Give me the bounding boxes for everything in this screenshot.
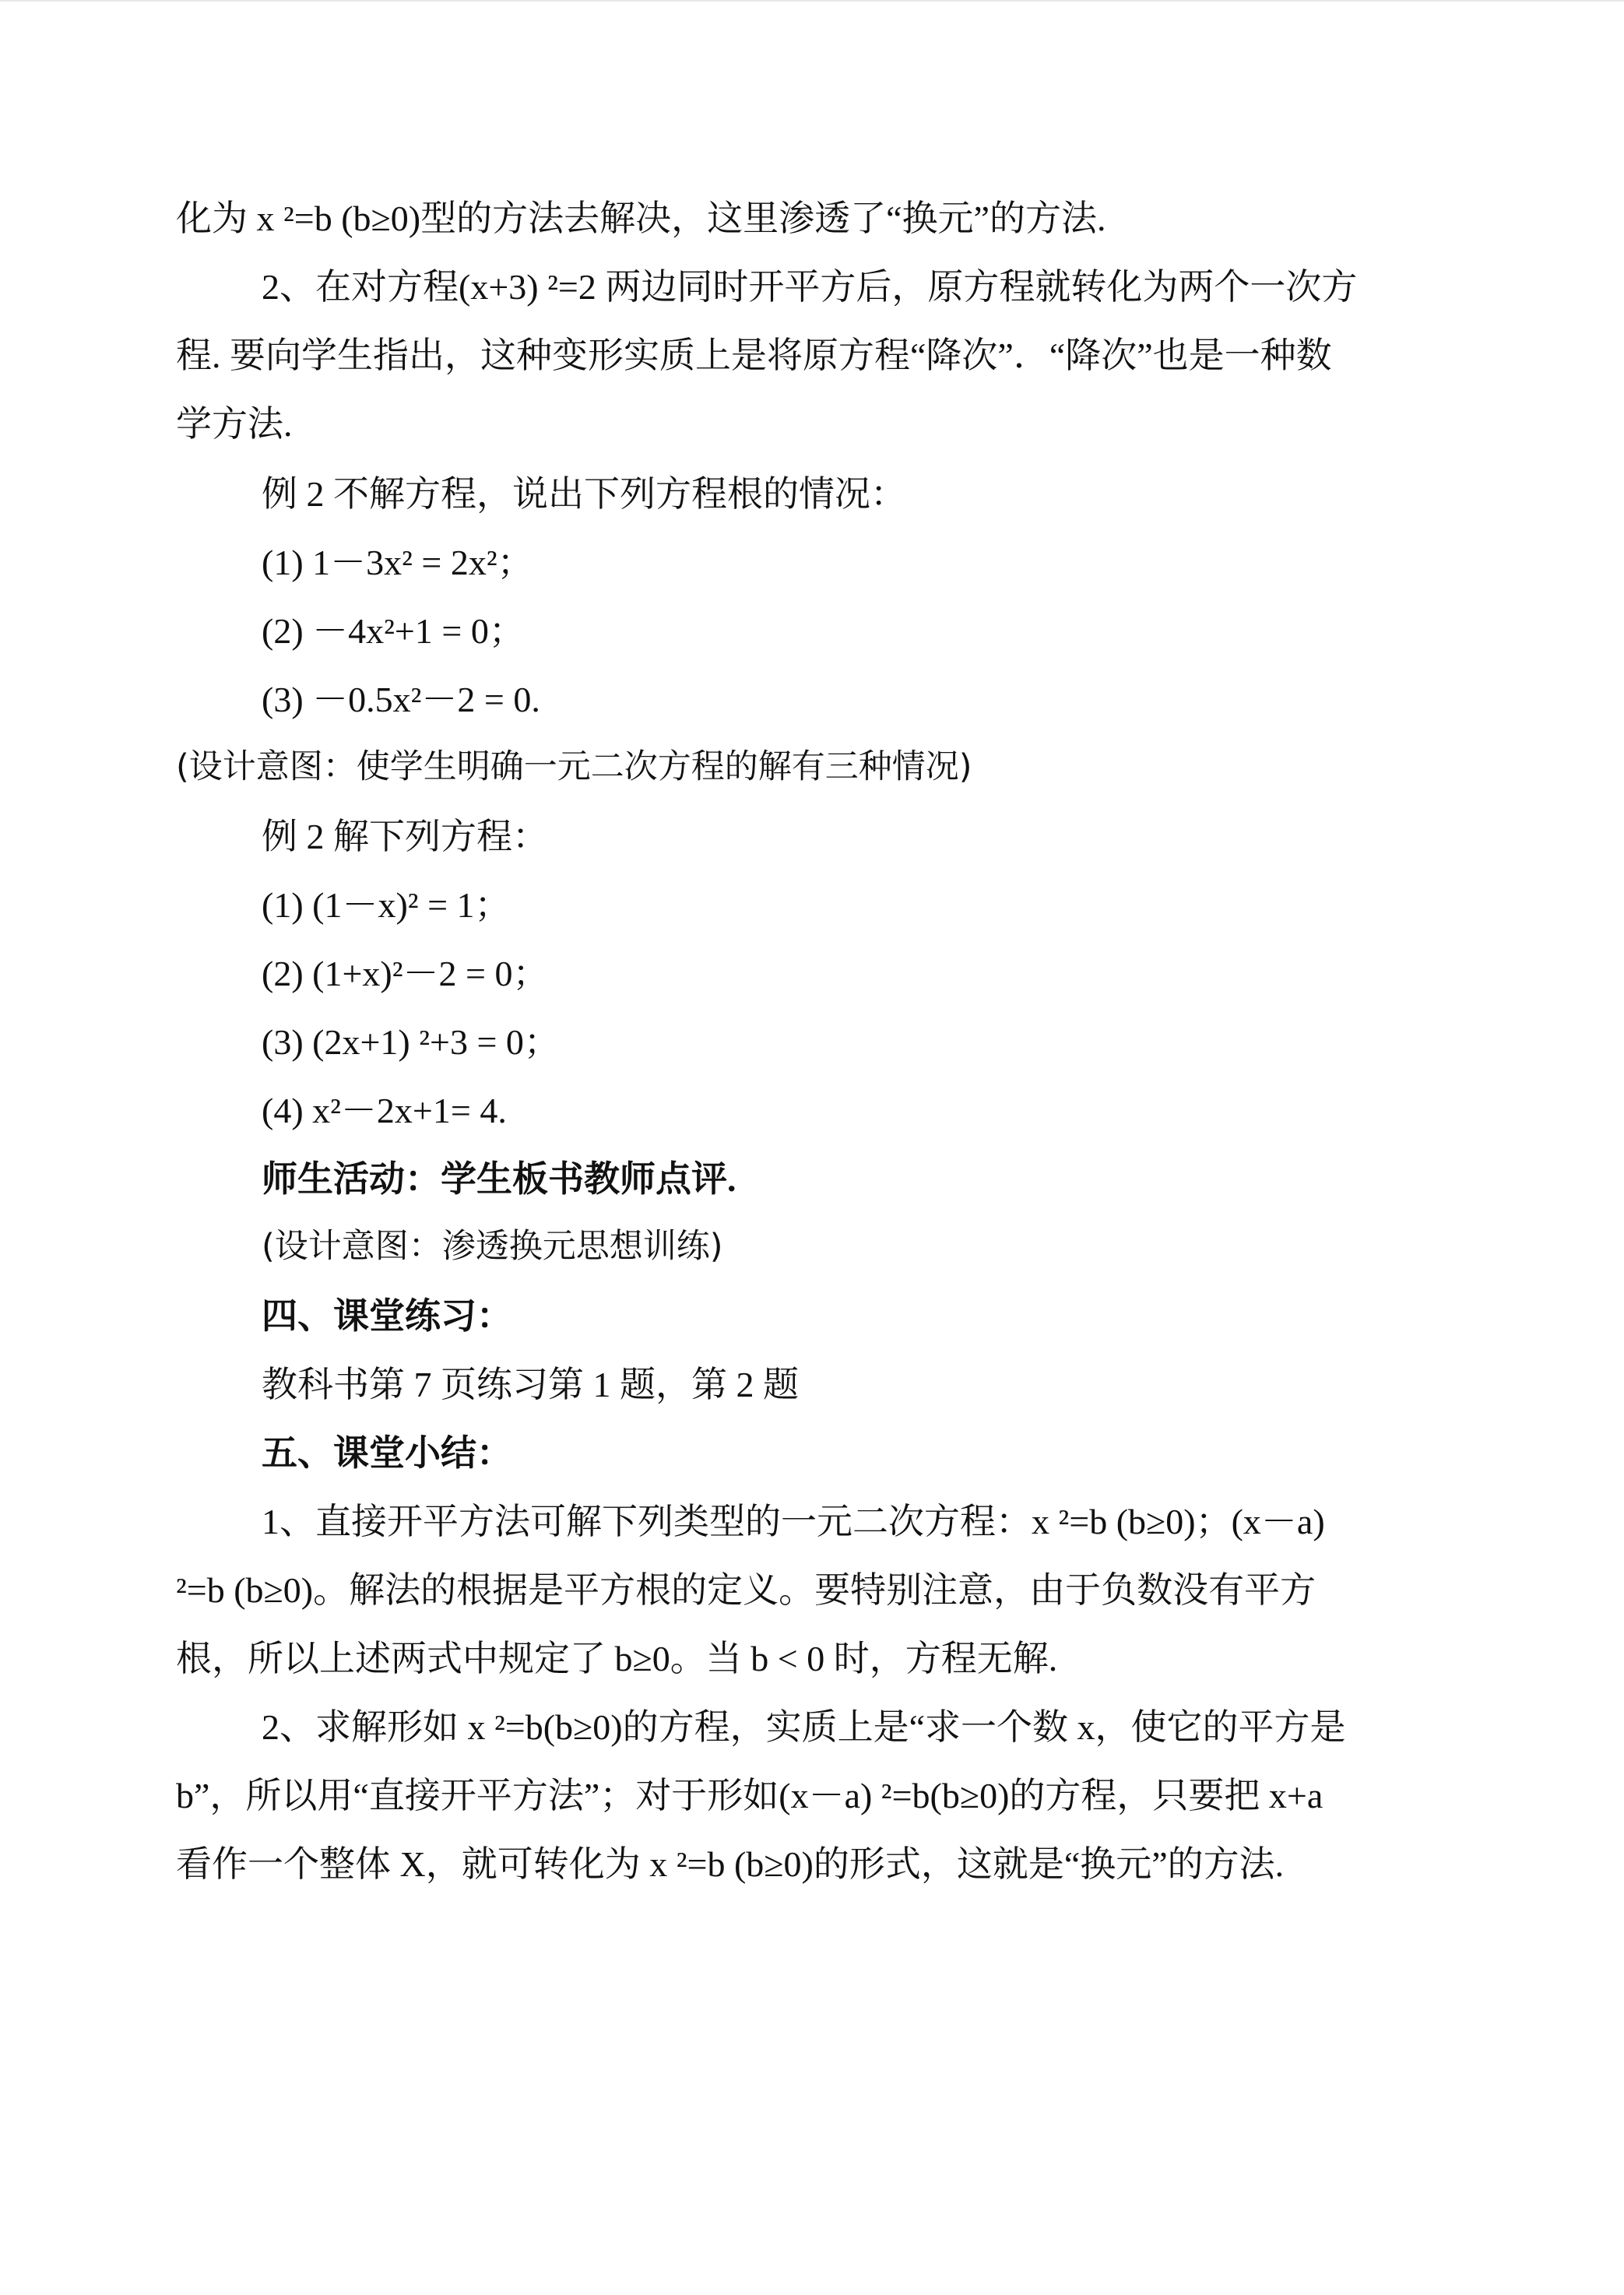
text-line: 2、在对方程(x+3) ²=2 两边同时开平方后，原方程就转化为两个一次方: [262, 267, 1358, 307]
example-heading: 例 2 解下列方程：: [262, 817, 548, 856]
text-line: ²=b (b≥0)。解法的根据是平方根的定义。要特别注意，由于负数没有平方: [176, 1570, 1316, 1610]
equation-item: (4) x²－2x+1= 4.: [262, 1091, 507, 1130]
text-line: 看作一个整体 X，就可转化为 x ²=b (b≥0)的形式，这就是“换元”的方法.: [176, 1844, 1285, 1884]
section-heading: 五、课堂小结：: [262, 1433, 512, 1473]
equation-item: (2) －4x²+1 = 0；: [262, 611, 525, 651]
text-line: b”，所以用“直接开平方法”；对于形如(x－a) ²=b(b≥0)的方程，只要把 x+a: [176, 1776, 1323, 1815]
text-line: 2、求解形如 x ²=b(b≥0)的方程，实质上是“求一个数 x，使它的平方是: [262, 1707, 1346, 1747]
text-line: 程. 要向学生指出，这种变形实质上是将原方程“降次”．“降次”也是一种数: [176, 336, 1332, 375]
text-line: 化为 x ²=b (b≥0)型的方法去解决，这里渗透了“换元”的方法.: [176, 199, 1106, 238]
example-heading: 例 2 不解方程，说出下列方程根的情况：: [262, 474, 906, 514]
text-line: 教科书第 7 页练习第 1 题，第 2 题: [262, 1365, 799, 1404]
section-heading: 四、课堂练习：: [262, 1296, 512, 1336]
equation-item: (1) 1－3x² = 2x²；: [262, 543, 533, 582]
equation-item: (2) (1+x)²－2 = 0；: [262, 954, 549, 993]
equation-item: (3) －0.5x²－2 = 0.: [262, 680, 540, 719]
activity-line: 师生活动：学生板书教师点评.: [262, 1159, 736, 1199]
text-line: 根，所以上述两式中规定了 b≥0。当 b < 0 时，方程无解.: [176, 1639, 1058, 1678]
design-intent-note: (设计意图：渗透换元思想训练): [262, 1227, 723, 1266]
equation-item: (3) (2x+1) ²+3 = 0；: [262, 1022, 560, 1062]
page-top-edge: [0, 0, 1624, 2]
design-intent-note: (设计意图：使学生明确一元二次方程的解有三种情况): [176, 747, 972, 786]
equation-item: (1) (1－x)² = 1；: [262, 885, 511, 925]
text-line: 学方法.: [176, 404, 293, 444]
text-line: 1、直接开平方法可解下列类型的一元二次方程：x ²=b (b≥0)；(x－a): [262, 1502, 1325, 1541]
